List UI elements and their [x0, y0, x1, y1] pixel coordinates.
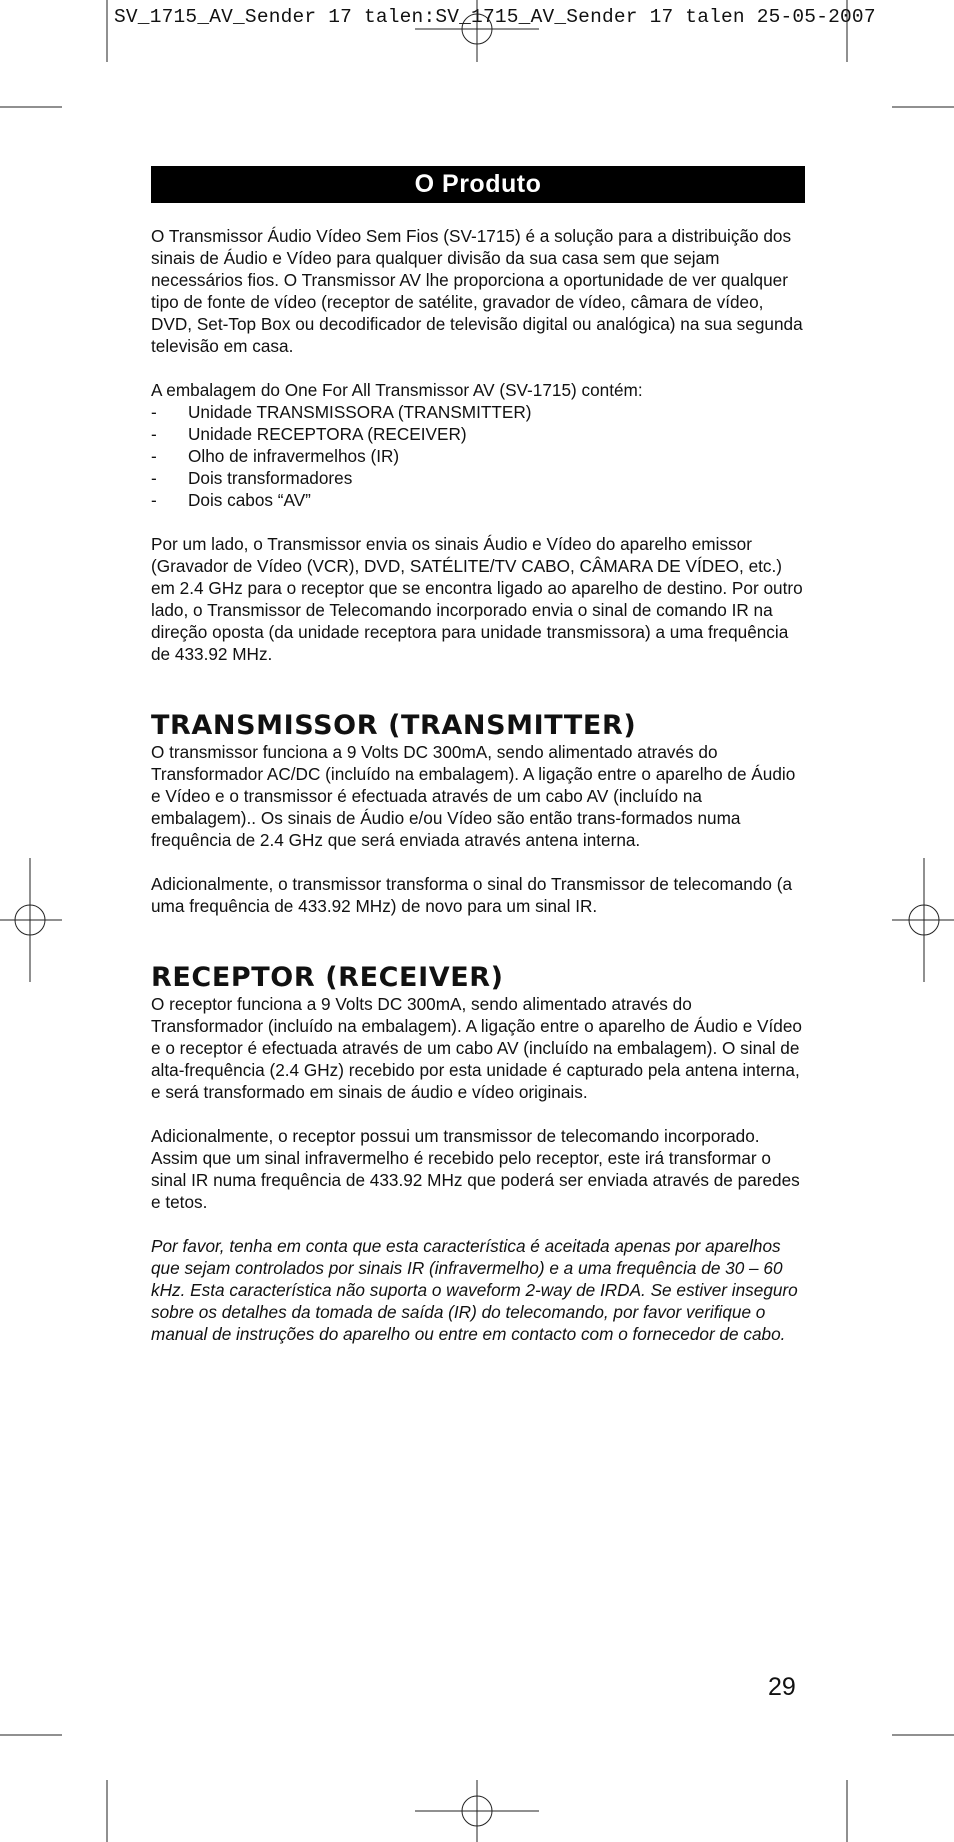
transmitter-paragraph-2: Adicionalmente, o transmissor transforma o sinal do Transmissor de telecomando (a uma frequência de 433.92 MHz) de novo para um sinal IR.	[151, 874, 792, 916]
receiver-paragraph: O receptor funciona a 9 Volts DC 300mA, sendo alimentado através do Transformador (incluído na embalagem). A ligação entre o aparelho de Áudio e Vídeo e o receptor é efectuada através de um cabo AV (incluído na embalagem). O sinal de alta-frequência (2.4 GHz) recebido por esta unidade é capturado pela antena interna, e será transformado em sinais de áudio e vídeo originais.	[151, 994, 802, 1102]
page-title: O Produto	[151, 166, 805, 203]
overview-paragraph: Por um lado, o Transmissor envia os sinais Áudio e Vídeo do aparelho emissor (Gravador de Vídeo (VCR), DVD, SATÉLITE/TV CABO, CÂMARA DE VÍDEO, etc.) em 2.4 GHz para o receptor que se encontra ligado ao aparelho de destino. Por outro lado, o Transmissor de Telecomando incorporado envia o sinal de comando IR na direção oposta (da unidade receptora para unidade transmissora) a uma frequência de 433.92 MHz.	[151, 534, 803, 664]
list-item: - Dois transformadores	[151, 468, 353, 488]
list-item: - Unidade RECEPTORA (RECEIVER)	[151, 424, 467, 444]
receiver-paragraph-2: Adicionalmente, o receptor possui um transmissor de telecomando incorporado. Assim que um sinal infravermelho é recebido pelo receptor, este irá transformar o sinal IR numa frequência de 433.92 MHz que poderá ser enviada através de paredes e tetos.	[151, 1126, 800, 1212]
receiver-note: Por favor, tenha em conta que esta característica é aceitada apenas por aparelhos que sejam controlados por sinais IR (infravermelho) e a uma frequência de 30 – 60 kHz. Esta característica não suporta o waveform 2-way de IRDA. Se estiver inseguro sobre os detalhes da tomada de saída (IR) do telecomando, por favor verifique o manual de instruções do aparelho ou entre em contacto com o fornecedor de cabo.	[151, 1236, 798, 1344]
list-item: - Unidade TRANSMISSORA (TRANSMITTER)	[151, 402, 532, 422]
intro-paragraph: O Transmissor Áudio Vídeo Sem Fios (SV-1715) é a solução para a distribuição dos sinais de Áudio e Vídeo para qualquer divisão da sua casa sem que sejam necessários fios. O Transmissor AV lhe proporciona a oportunidade de ver qualquer tipo de fonte de vídeo (receptor de satélite, gravador de vídeo, câmara de vídeo, DVD, Set-Top Box ou decodificador de televisão digital ou analógica) na sua segunda televisão em casa.	[151, 226, 803, 356]
page-content	[151, 166, 805, 1345]
package-heading: A embalagem do One For All Transmissor AV (SV-1715) contém:	[151, 380, 643, 400]
page-number: 29	[768, 1673, 796, 1701]
print-slug-line: SV_1715_AV_Sender 17 talen:SV_1715_AV_Sender 17 talen 25-05-2007	[114, 6, 876, 28]
receiver-heading: RECEPTOR (RECEIVER)	[151, 962, 504, 993]
list-item: - Olho de infravermelhos (IR)	[151, 446, 400, 466]
transmitter-paragraph: O transmissor funciona a 9 Volts DC 300mA, sendo alimentado através do Transformador AC/DC (incluído na embalagem). A ligação entre o aparelho de Áudio e Vídeo e o transmissor é efectuada através de um cabo AV (incluído na embalagem).. Os sinais de Áudio e/ou Vídeo são então trans-formados numa frequência de 2.4 GHz que será enviada através antena interna.	[151, 742, 796, 850]
list-item: - Dois cabos “AV”	[151, 490, 311, 510]
transmitter-heading: TRANSMISSOR (TRANSMITTER)	[151, 710, 637, 741]
package-contents-list	[151, 401, 805, 511]
